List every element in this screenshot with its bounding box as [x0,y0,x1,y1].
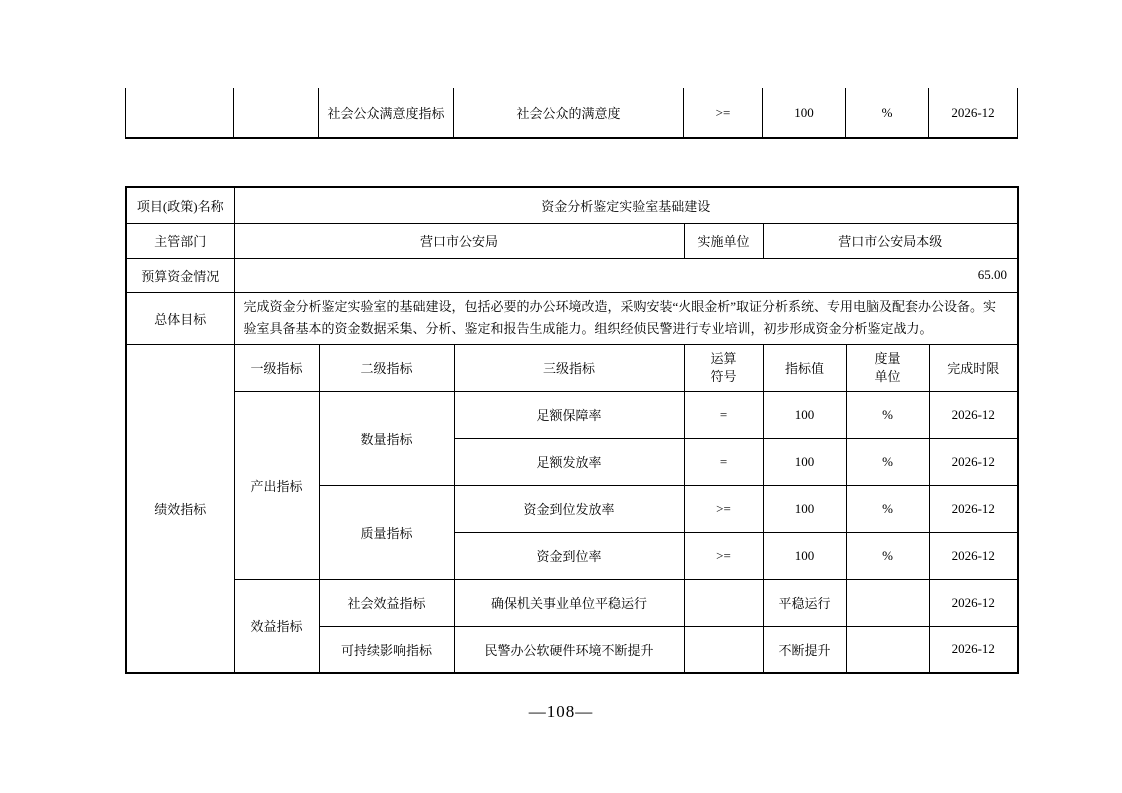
value-cell: 不断提升 [763,626,846,673]
implement-unit-label: 实施单位 [684,223,763,258]
level2-quantity-cell: 数量指标 [319,391,454,485]
unit-cell: % [846,391,929,438]
level2-sustain-cell: 可持续影响指标 [319,626,454,673]
level3-cell: 民警办公软硬件环境不断提升 [454,626,684,673]
value-cell: 100 [763,438,846,485]
level2-quality-cell: 质量指标 [319,485,454,579]
indicator-header-row [126,344,1018,391]
implement-unit-value: 营口市公安局本级 [763,223,1018,258]
header-operator-line2: 符号 [710,368,737,384]
performance-indicator-label: 绩效指标 [126,344,234,673]
header-unit [846,344,929,391]
carryover-empty-cell-2 [234,88,319,138]
value-cell: 100 [763,485,846,532]
carryover-level3-cell: 社会公众的满意度 [454,88,684,138]
level1-output-cell: 产出指标 [234,391,319,579]
carryover-level2-cell: 社会公众满意度指标 [319,88,454,138]
level1-benefit-cell: 效益指标 [234,579,319,673]
header-unit-line1: 度量 [874,350,901,366]
value-cell: 100 [763,532,846,579]
budget-value: 65.00 [234,258,1018,292]
header-level2: 二级指标 [319,344,454,391]
indicator-row [126,391,1018,438]
operator-cell: >= [684,485,763,532]
project-performance-table [125,186,1019,674]
table-row [126,223,1018,258]
carryover-value-cell: 100 [763,88,846,138]
page-number: —108— [528,702,594,721]
carryover-indicator-table [125,88,1018,139]
table-row [126,187,1018,223]
table-row [126,88,1018,138]
unit-cell: % [846,438,929,485]
header-level1: 一级指标 [234,344,319,391]
table-row [126,258,1018,292]
value-cell: 平稳运行 [763,579,846,626]
deadline-cell: 2026-12 [929,532,1018,579]
deadline-cell: 2026-12 [929,391,1018,438]
operator-cell: >= [684,532,763,579]
project-name-value: 资金分析鉴定实验室基础建设 [234,187,1018,223]
level2-social-benefit-cell: 社会效益指标 [319,579,454,626]
header-unit-line2: 单位 [874,368,901,384]
level3-cell: 资金到位率 [454,532,684,579]
deadline-cell: 2026-12 [929,579,1018,626]
indicator-row [126,579,1018,626]
department-value: 营口市公安局 [234,223,684,258]
project-name-label: 项目(政策)名称 [126,187,234,223]
level3-cell: 足额发放率 [454,438,684,485]
level3-cell: 确保机关事业单位平稳运行 [454,579,684,626]
header-value: 指标值 [763,344,846,391]
deadline-cell: 2026-12 [929,626,1018,673]
unit-cell [846,579,929,626]
header-operator-line1: 运算 [710,350,737,366]
unit-cell [846,626,929,673]
carryover-operator-cell: >= [684,88,763,138]
table-row [126,292,1018,344]
deadline-cell: 2026-12 [929,438,1018,485]
overall-goal-value: 完成资金分析鉴定实验室的基础建设，包括必要的办公环境改造，采购安装“火眼金析”取证分析系统、专用电脑及配套办公设备。实验室具备基本的资金数据采集、分析、鉴定和报告生成能力。组织经侦民警进行专业培训，初步形成资金分析鉴定战力。 [234,292,1018,344]
department-label: 主管部门 [126,223,234,258]
carryover-deadline-cell: 2026-12 [929,88,1018,138]
header-level3: 三级指标 [454,344,684,391]
operator-cell: = [684,391,763,438]
deadline-cell: 2026-12 [929,485,1018,532]
header-operator [684,344,763,391]
budget-label: 预算资金情况 [126,258,234,292]
unit-cell: % [846,532,929,579]
operator-cell [684,579,763,626]
carryover-empty-cell-1 [126,88,234,138]
level3-cell: 足额保障率 [454,391,684,438]
level3-cell: 资金到位发放率 [454,485,684,532]
operator-cell: = [684,438,763,485]
header-deadline: 完成时限 [929,344,1018,391]
overall-goal-label: 总体目标 [126,292,234,344]
value-cell: 100 [763,391,846,438]
carryover-unit-cell: % [846,88,929,138]
operator-cell [684,626,763,673]
unit-cell: % [846,485,929,532]
